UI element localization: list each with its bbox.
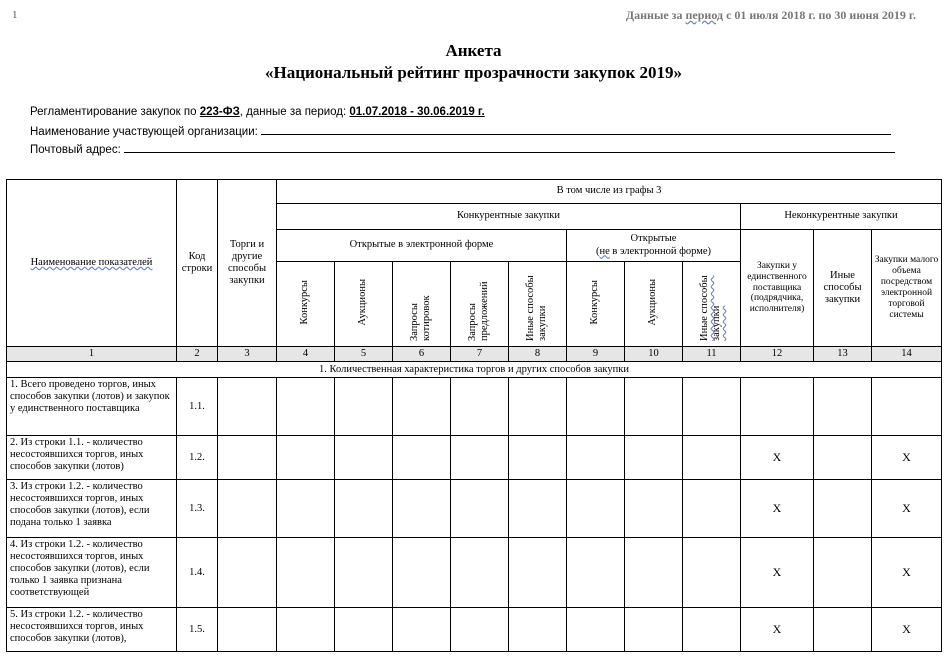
table-row [7, 608, 942, 652]
address-label: Почтовый адрес: [30, 144, 121, 156]
indicators-table [6, 179, 942, 652]
data-cell[interactable] [451, 480, 509, 538]
data-cell[interactable] [683, 436, 741, 480]
data-cell[interactable] [509, 608, 567, 652]
data-cell[interactable] [335, 436, 393, 480]
data-cell[interactable] [335, 608, 393, 652]
data-cell[interactable] [335, 480, 393, 538]
data-cell[interactable] [218, 538, 277, 608]
x-mark: X [741, 480, 814, 538]
period-suffix: с 01 июля 2018 г. по 30 июня 2019 г. [723, 8, 916, 22]
data-cell[interactable] [509, 480, 567, 538]
data-cell[interactable] [814, 538, 872, 608]
data-cell[interactable] [814, 378, 872, 436]
x-mark: X [872, 538, 942, 608]
data-cell[interactable] [509, 378, 567, 436]
header-sub-proposals: Запросы предложений [451, 262, 509, 347]
period-underlined-word: период [685, 8, 724, 22]
data-cell[interactable] [625, 480, 683, 538]
data-cell[interactable] [451, 378, 509, 436]
row-name: 4. Из строки 1.2. - количество несостоявшихся торгов, иных способов закупки (лотов), если только 1 заявка признана соответствующей [7, 538, 177, 608]
header-sub-contests: Конкурсы [277, 262, 335, 347]
header-other-methods: Иные способы закупки [814, 230, 872, 347]
header-sub-contests-nonel: Конкурсы [567, 262, 625, 347]
data-cell[interactable] [567, 480, 625, 538]
col-number: 9 [567, 347, 625, 362]
data-cell[interactable] [393, 480, 451, 538]
data-cell[interactable] [393, 436, 451, 480]
data-cell[interactable] [393, 538, 451, 608]
col-number: 3 [218, 347, 277, 362]
form-subtitle: «Национальный рейтинг прозрачности закупок 2019» [264, 63, 682, 82]
col-number: 7 [451, 347, 509, 362]
regulation-label: Регламентирование закупок по [30, 106, 200, 118]
regulation-line [30, 106, 485, 118]
header-sub-quotations: Запросы котировок [393, 262, 451, 347]
x-mark: X [872, 480, 942, 538]
org-name-field[interactable] [261, 124, 891, 135]
data-cell[interactable] [683, 378, 741, 436]
col-number: 6 [393, 347, 451, 362]
data-cell[interactable] [218, 608, 277, 652]
address-line [30, 142, 895, 156]
period-label: , данные за период: [239, 106, 350, 118]
col-number: 5 [335, 347, 393, 362]
header-open-electronic: Открытые в электронной форме [277, 230, 567, 262]
data-cell[interactable] [393, 608, 451, 652]
x-mark: X [872, 608, 942, 652]
data-cell[interactable] [814, 480, 872, 538]
table-row [7, 538, 942, 608]
row-name: 5. Из строки 1.2. - количество несостоявшихся торгов, иных способов закупки (лотов), [7, 608, 177, 652]
address-field[interactable] [124, 142, 895, 153]
data-cell[interactable] [451, 608, 509, 652]
col-number: 1 [7, 347, 177, 362]
row-code: 1.5. [177, 608, 218, 652]
law-value: 223-ФЗ [199, 106, 240, 118]
data-cell[interactable] [814, 608, 872, 652]
x-mark: X [741, 538, 814, 608]
header-indicator-name: Наименование показателей [7, 180, 177, 347]
data-cell[interactable] [625, 608, 683, 652]
data-cell[interactable] [335, 538, 393, 608]
section-title: 1. Количественная характеристика торгов и других способов закупки [7, 362, 942, 378]
col-number: 11 [683, 347, 741, 362]
data-cell[interactable] [872, 378, 942, 436]
data-cell[interactable] [509, 538, 567, 608]
data-cell[interactable] [277, 608, 335, 652]
data-cell[interactable] [218, 378, 277, 436]
row-name: 2. Из строки 1.1. - количество несостоявшихся торгов, иных способов закупки (лотов) [7, 436, 177, 480]
header-including: В том числе из графы 3 [277, 180, 942, 204]
col-number: 2 [177, 347, 218, 362]
col-number: 4 [277, 347, 335, 362]
x-mark: X [872, 436, 942, 480]
header-single-supplier: Закупки у единственного поставщика (подрядчика, исполнителя) [741, 230, 814, 347]
data-cell[interactable] [567, 436, 625, 480]
header-sub-auctions-nonel: Аукционы [625, 262, 683, 347]
data-cell[interactable] [277, 378, 335, 436]
header-sub-other-nonel: Иные способы закупки [683, 262, 741, 347]
form-title: Анкета [445, 41, 502, 60]
row-name: 1. Всего проведено торгов, иных способов закупки (лотов) и закупок у единственного поставщика [7, 378, 177, 436]
col-number: 8 [509, 347, 567, 362]
header-open-nonelectronic: Открытые (не в электронной форме) [567, 230, 741, 262]
header-competitive: Конкурентные закупки [277, 204, 741, 230]
header-sub-auctions: Аукционы [335, 262, 393, 347]
org-name-label: Наименование участвующей организации: [30, 126, 258, 138]
data-cell[interactable] [509, 436, 567, 480]
col-number: 10 [625, 347, 683, 362]
data-cell[interactable] [277, 436, 335, 480]
period-value: 01.07.2018 - 30.06.2019 г. [349, 106, 485, 118]
data-cell[interactable] [683, 538, 741, 608]
x-mark: X [741, 608, 814, 652]
table-row [7, 480, 942, 538]
org-name-line [30, 124, 891, 138]
data-cell[interactable] [567, 538, 625, 608]
table-row [7, 378, 942, 436]
data-cell[interactable] [218, 480, 277, 538]
header-row-code: Код строки [177, 180, 218, 347]
data-cell[interactable] [683, 608, 741, 652]
data-cell[interactable] [567, 378, 625, 436]
col-number: 14 [872, 347, 942, 362]
data-cell[interactable] [625, 378, 683, 436]
data-cell[interactable] [335, 378, 393, 436]
data-cell[interactable] [451, 436, 509, 480]
data-cell[interactable] [814, 436, 872, 480]
data-cell[interactable] [451, 538, 509, 608]
header-noncompetitive: Неконкурентные закупки [741, 204, 942, 230]
header-sub-other: Иные способы закупки [509, 262, 567, 347]
data-cell[interactable] [683, 480, 741, 538]
header-total: Торги и другие способы закупки [218, 180, 277, 347]
row-name: 3. Из строки 1.2. - количество несостоявшихся торгов, иных способов закупки (лотов), если подана только 1 заявка [7, 480, 177, 538]
row-code: 1.1. [177, 378, 218, 436]
row-code: 1.4. [177, 538, 218, 608]
data-cell[interactable] [218, 436, 277, 480]
col-number: 13 [814, 347, 872, 362]
data-cell[interactable] [567, 608, 625, 652]
data-cell[interactable] [277, 480, 335, 538]
period-prefix: Данные за [625, 8, 686, 22]
data-cell[interactable] [625, 538, 683, 608]
x-mark: X [741, 436, 814, 480]
row-code: 1.3. [177, 480, 218, 538]
data-cell[interactable] [277, 538, 335, 608]
data-cell[interactable] [625, 436, 683, 480]
col-number: 12 [741, 347, 814, 362]
row-code: 1.2. [177, 436, 218, 480]
period-header [626, 8, 916, 23]
table-row [7, 436, 942, 480]
data-cell[interactable] [393, 378, 451, 436]
header-small-volume: Закупки малого объема посредством электронной торговой системы [872, 230, 942, 347]
data-cell[interactable] [741, 378, 814, 436]
page-number: 1 [12, 9, 18, 21]
